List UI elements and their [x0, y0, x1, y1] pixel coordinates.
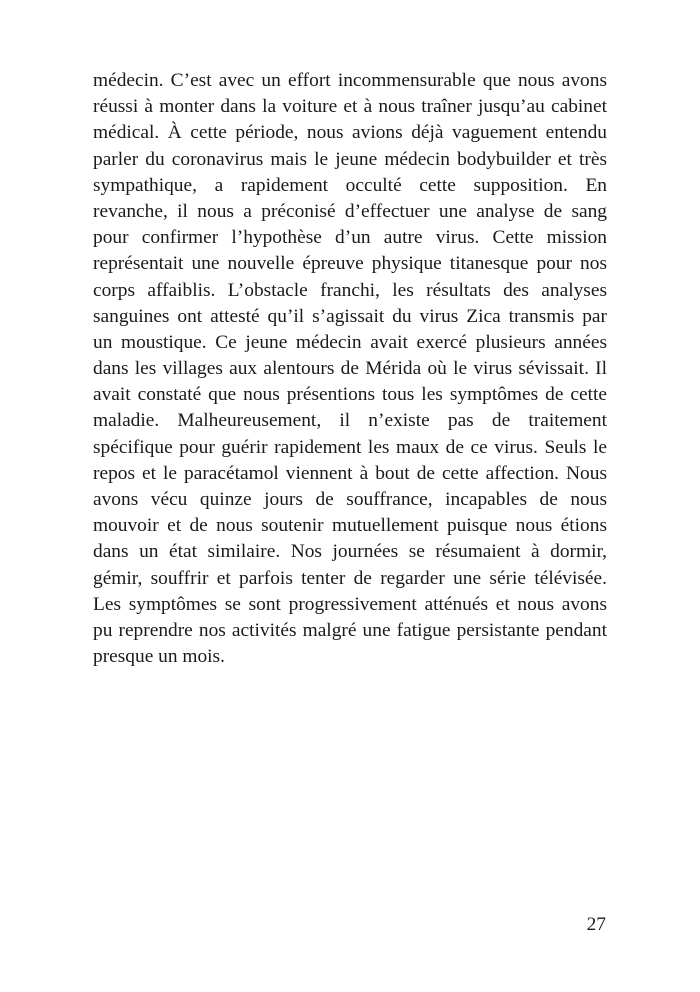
- text-line: sympathique, a rapidement occulté cette supposition. En: [93, 174, 607, 196]
- text-line: pu reprendre nos activités malgré une fatigue persistante pendant: [93, 619, 607, 641]
- text-line: médecin. C’est avec un effort incommensurable que nous avons: [93, 70, 607, 91]
- text-line: maladie. Malheureusement, il n’existe pas de traitement: [93, 410, 607, 432]
- text-line: corps affaiblis. L’obstacle franchi, les résultats des analyses: [93, 279, 607, 301]
- text-line: avait constaté que nous présentions tous les symptômes de cette: [93, 384, 607, 406]
- text-line: un moustique. Ce jeune médecin avait exercé plusieurs années: [93, 331, 607, 353]
- text-line: presque un mois.: [93, 646, 225, 668]
- text-line: revanche, il nous a préconisé d’effectuer une analyse de sang: [93, 200, 607, 222]
- text-line: spécifique pour guérir rapidement les maux de ce virus. Seuls le: [93, 436, 607, 458]
- text-line: pour confirmer l’hypothèse d’un autre virus. Cette mission: [93, 227, 607, 249]
- text-line: repos et le paracétamol viennent à bout de cette affection. Nous: [93, 462, 607, 484]
- text-line: sanguines ont attesté qu’il s’agissait du virus Zica transmis par: [93, 305, 607, 327]
- text-line: dans un état similaire. Nos journées se résumaient à dormir,: [93, 541, 607, 563]
- text-line: parler du coronavirus mais le jeune médecin bodybuilder et très: [93, 148, 607, 170]
- text-line: gémir, souffrir et parfois tenter de regarder une série télévisée.: [93, 567, 607, 589]
- text-line: dans les villages aux alentours de Mérida où le virus sévissait. Il: [93, 358, 607, 380]
- text-line: Les symptômes se sont progressivement atténués et nous avons: [93, 593, 607, 615]
- page-number: 27: [586, 914, 606, 935]
- text-line: mouvoir et de nous soutenir mutuellement puisque nous étions: [93, 515, 607, 537]
- text-line: avons vécu quinze jours de souffrance, incapables de nous: [93, 489, 607, 510]
- body-paragraph: [93, 68, 607, 670]
- text-line: représentait une nouvelle épreuve physique titanesque pour nos: [93, 253, 607, 275]
- text-line: médical. À cette période, nous avions déjà vaguement entendu: [93, 122, 607, 144]
- text-line: réussi à monter dans la voiture et à nous traîner jusqu’au cabinet: [93, 96, 607, 118]
